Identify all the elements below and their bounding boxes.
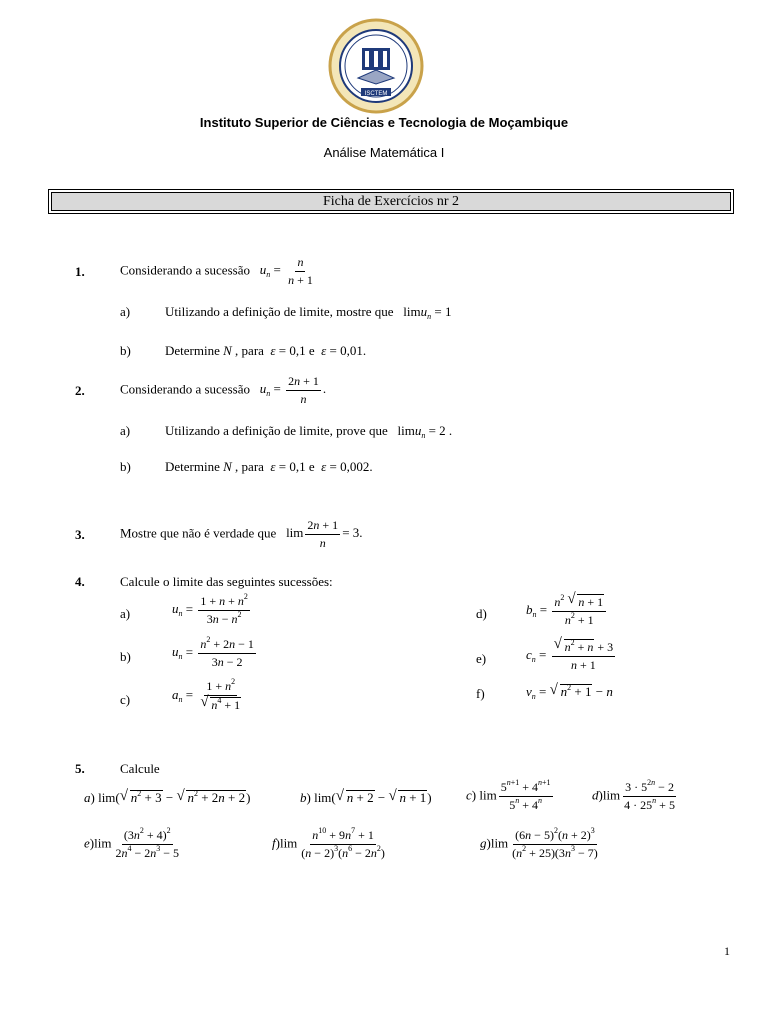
exercise-4d-label: d): [476, 606, 487, 621]
exercise-2b-label: b): [120, 459, 131, 474]
exercise-2a-statement: Utilizando a definição de limite, prove que limu$_n$ = 2 .: [165, 423, 453, 440]
exercise-4a-formula: $u_n$ = $\frac{1 + n + n^2}{3n - n^2}$: [172, 592, 248, 626]
exercise-2-statement: [120, 374, 326, 407]
exercise-1-intro: Considerando a sucessão: [120, 262, 250, 278]
exercise-2b-vals: = 0,1 e: [278, 459, 315, 474]
exercise-1b-mid: , para: [235, 343, 264, 358]
exercise-4b-label: b): [120, 649, 131, 664]
exercise-2-intro: Considerando a sucessão: [120, 381, 250, 397]
exercise-5c-formula: c) lim $\frac{5^{n+1} + 4^{n+1}}{5^n + 4^n}$: [466, 778, 551, 812]
institution-name: Instituto Superior de Ciências e Tecnologia de Moçambique: [199, 115, 569, 130]
exercise-1b-label: b): [120, 343, 131, 358]
exercise-4f-formula: $v_n$ = √ $n^2 + 1 - n$: [526, 684, 613, 700]
isctem-logo: [328, 18, 424, 114]
page-number: 1: [724, 944, 730, 958]
exercise-5f-formula: f)lim $\frac{n^{10} + 9n^7 + 1}{(n - 2)^3(n^6 - 2n^2)}$: [272, 826, 385, 860]
worksheet-title: Ficha de Exercícios nr 2: [51, 192, 731, 211]
course-name: Análise Matemática I: [323, 145, 445, 160]
exercise-1b-statement: Determine N , para ε = 0,1 e ε = 0,01.: [165, 343, 367, 358]
exercise-1a-label: a): [120, 304, 131, 319]
exercise-3-statement: [120, 518, 363, 551]
exercise-2a-text: Utilizando a definição de limite, prove que: [165, 423, 388, 438]
exercise-1b-vals2: = 0,01.: [329, 343, 367, 358]
exercise-5a-formula: a) lim(√ $n^2 + 3$ − √ $n^2 + 2n + 2$): [84, 790, 250, 806]
exercise-5b-formula: b) lim(√ n + 2 − √ n + 1): [300, 790, 432, 806]
exercise-4e-formula: $c_n$ = √ $\frac{n^2 + n + 3}{n + 1}$: [526, 639, 617, 673]
exercise-2-number: 2.: [75, 383, 85, 398]
exercise-1a-text: Utilizando a definição de limite, mostre que: [165, 304, 394, 319]
exercise-2b-vals2: = 0,002.: [329, 459, 373, 474]
exercise-1b-vals: = 0,1 e: [278, 343, 315, 358]
exercise-2a-label: a): [120, 423, 131, 438]
exercise-1-formula: $u_n$ = $\frac{n}{n + 1}$: [259, 255, 313, 287]
exercise-4d-formula: $b_n$ = $\frac{n^2 √ n + 1}{n^2 + 1}$: [526, 594, 608, 628]
svg-text:ISCTEM: ISCTEM: [364, 91, 388, 97]
exercise-4f-label: f): [476, 686, 485, 701]
exercise-1a-statement: Utilizando a definição de limite, mostre que limu$_n$ = 1: [165, 304, 452, 321]
exercise-1-statement: [120, 255, 317, 288]
exercise-5-number: 5.: [75, 761, 85, 776]
exercise-5g-formula: g)lim $\frac{(6n - 5)^2(n + 2)^3}{(n^2 + 25)(3n^3 - 7)}$: [480, 826, 598, 860]
exercise-3-number: 3.: [75, 527, 85, 542]
exercise-4-number: 4.: [75, 574, 85, 589]
exercise-2b-text: Determine: [165, 459, 220, 474]
title-box: [48, 189, 734, 214]
exercise-2-formula: $u_n$ = $\frac{2n + 1}{n}$ .: [259, 374, 327, 406]
exercise-2b-statement: Determine N , para ε = 0,1 e ε = 0,002.: [165, 459, 373, 474]
exercise-4e-label: e): [476, 651, 487, 666]
exercise-2b-mid: , para: [235, 459, 264, 474]
exercise-5-text: Calcule: [120, 761, 160, 776]
exercise-5d-formula: d)lim $\frac{3 \cdot 5^{2n} - 2}{4 \cdot 25^n + 5}$: [592, 778, 675, 812]
exercise-4c-label: c): [120, 692, 131, 707]
exercise-1-number: 1.: [75, 264, 85, 279]
exercise-4-text: Calcule o limite das seguintes sucessões:: [120, 574, 333, 589]
exercise-4a-label: a): [120, 606, 131, 621]
exercise-4b-formula: $u_n$ = $\frac{n^2 + 2n - 1}{3n - 2}$: [172, 635, 254, 669]
exercise-3-formula: lim $\frac{2n + 1}{n}$ = 3.: [279, 518, 363, 550]
exercise-4c-formula: $a_n$ = $1 + n^2$ √ $n^4 + 1$: [172, 679, 245, 713]
exercise-5e-formula: e)lim $\frac{(3n^2 + 4)^2}{2n^4 - 2n^3 - 5}$: [84, 826, 180, 860]
exercise-3-text: Mostre que não é verdade que: [120, 525, 277, 541]
exercise-1b-text: Determine: [165, 343, 220, 358]
